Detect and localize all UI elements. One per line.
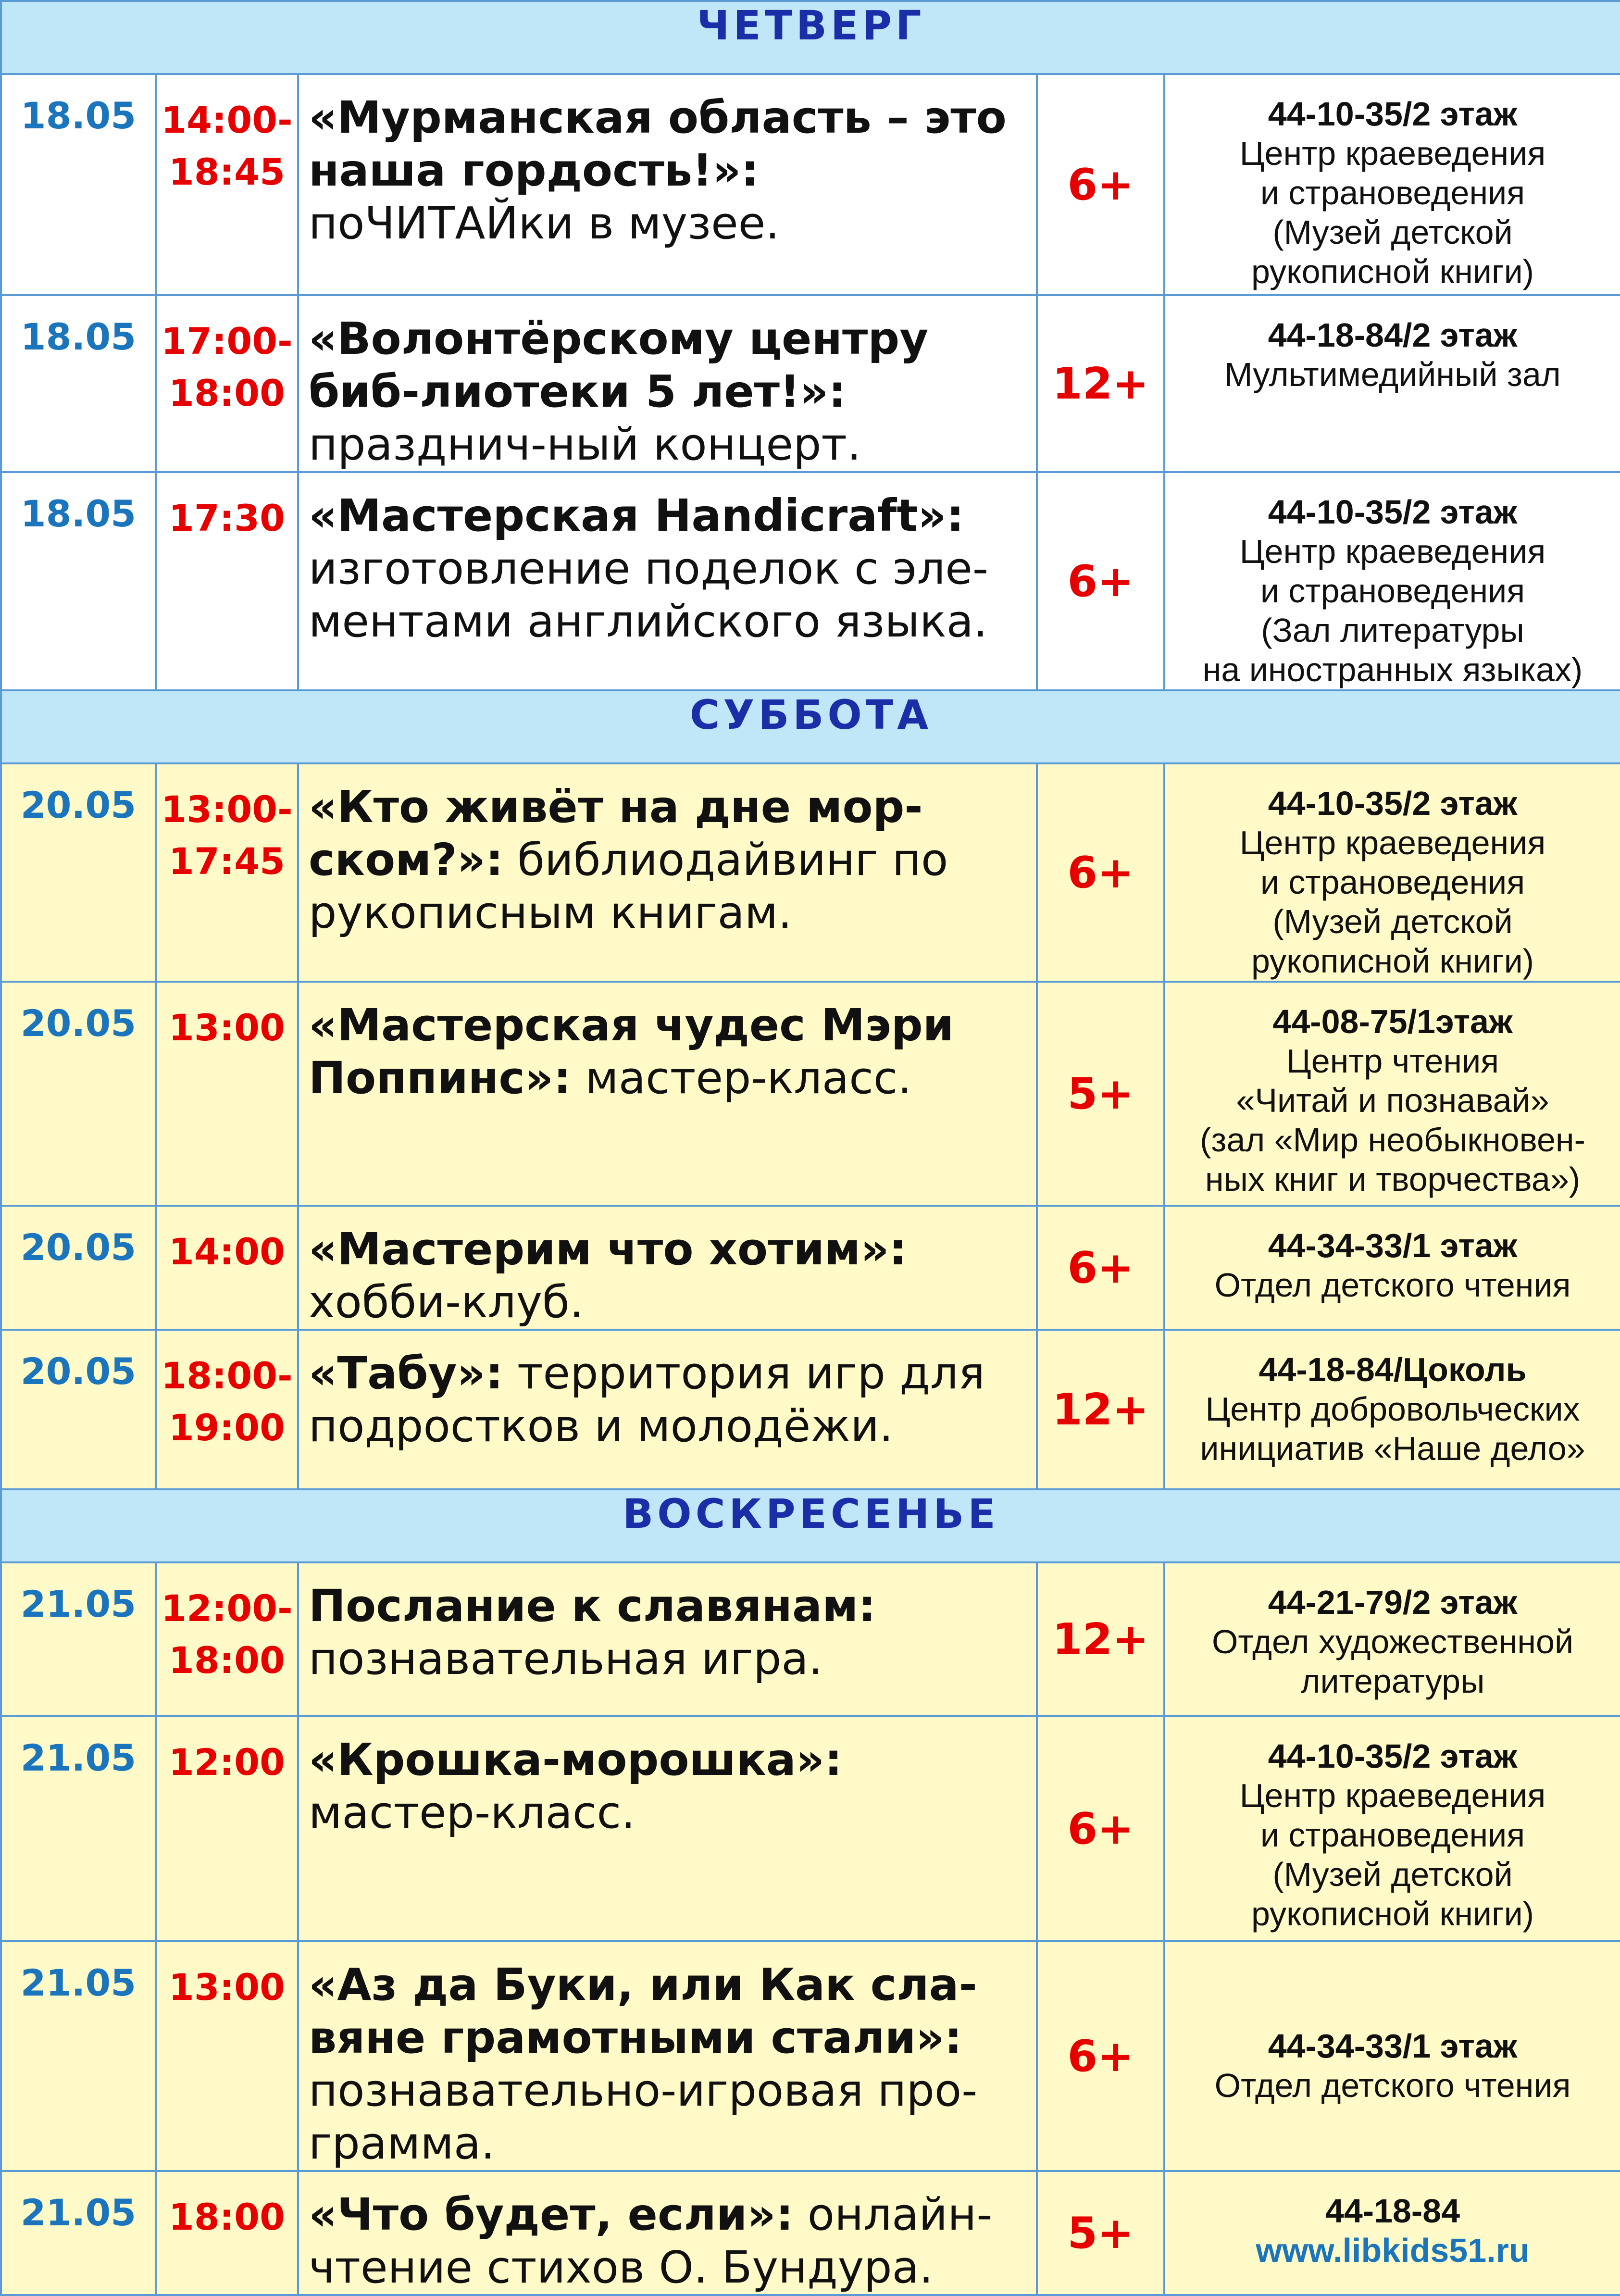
day-title: СУББОТА	[1, 690, 1620, 763]
event-location	[1164, 763, 1620, 982]
time-start: 14:00-	[161, 99, 293, 141]
event-date: 20.05	[1, 1330, 156, 1489]
location-phone: 44-18-84	[1325, 2192, 1460, 2230]
location-line: Центр краеведения	[1239, 1777, 1546, 1814]
location-phone: 44-34-33/1 этаж	[1268, 2027, 1518, 2065]
location-line: и страноведения	[1260, 174, 1525, 212]
event-desc: территория игр для подростков и молодёжи.	[309, 1348, 985, 1452]
location-phone: 44-18-84/Цоколь	[1259, 1351, 1527, 1388]
location-phone: 44-21-79/2 этаж	[1268, 1584, 1518, 1621]
day-header-sunday	[1, 1489, 1620, 1562]
event-description	[298, 1716, 1037, 1941]
event-description	[298, 1206, 1037, 1330]
event-time	[156, 74, 298, 295]
event-desc: мастер-класс.	[571, 1052, 912, 1104]
event-time	[156, 1562, 298, 1716]
location-line: Центр краеведения	[1239, 135, 1546, 172]
age-rating: 6+	[1037, 1716, 1164, 1941]
time-start: 18:00-	[161, 1354, 293, 1397]
event-row	[1, 1562, 1620, 1716]
event-date: 21.05	[1, 2171, 156, 2295]
event-desc: хобби-клуб.	[309, 1276, 584, 1328]
location-line: Центр чтения	[1286, 1042, 1499, 1080]
location-line: рукописной книги)	[1251, 253, 1534, 290]
event-location	[1164, 295, 1620, 472]
event-title: Послание к славянам:	[309, 1580, 876, 1632]
location-line: (Музей детской	[1272, 1856, 1513, 1893]
event-time	[156, 982, 298, 1206]
location-phone: 44-10-35/2 этаж	[1268, 785, 1518, 822]
location-line: Центр краеведения	[1239, 824, 1546, 861]
event-time	[156, 472, 298, 690]
event-date: 18.05	[1, 472, 156, 690]
time-end: 18:45	[169, 150, 285, 193]
location-line: рукописной книги)	[1251, 1895, 1534, 1933]
location-line: и страноведения	[1260, 572, 1525, 610]
event-location	[1164, 1941, 1620, 2171]
event-row	[1, 74, 1620, 295]
event-row	[1, 295, 1620, 472]
time-start: 12:00-	[161, 1587, 293, 1630]
event-desc: библиодайвинг по рукописным книгам.	[309, 834, 948, 938]
location-line: (зал «Мир необыкновен-	[1200, 1121, 1585, 1159]
location-phone: 44-10-35/2 этаж	[1268, 1737, 1518, 1775]
event-row	[1, 763, 1620, 982]
event-location	[1164, 2171, 1620, 2295]
time-start: 13:00-	[161, 788, 293, 831]
event-location	[1164, 982, 1620, 1206]
location-phone: 44-18-84/2 этаж	[1268, 316, 1518, 354]
event-row	[1, 1716, 1620, 1941]
event-title: «Крошка-морошка»:	[309, 1734, 843, 1785]
event-desc: онлайн-чтение стихов О. Бундура.	[309, 2189, 993, 2293]
location-line: Отдел художественной	[1211, 1623, 1574, 1660]
event-date: 18.05	[1, 74, 156, 295]
time-end: 18:00	[169, 372, 285, 414]
day-header-saturday	[1, 690, 1620, 763]
event-title: «Мастерим что хотим»:	[309, 1223, 907, 1275]
event-date: 21.05	[1, 1716, 156, 1941]
event-description	[298, 2171, 1037, 2295]
time-start: 13:00	[169, 1966, 285, 2009]
location-line: и страноведения	[1260, 863, 1525, 901]
location-line: Отдел детского чтения	[1214, 2067, 1571, 2104]
time-start: 14:00	[169, 1230, 285, 1273]
age-rating: 5+	[1037, 982, 1164, 1206]
location-line: литературы	[1300, 1662, 1485, 1700]
time-start: 12:00	[169, 1741, 285, 1784]
event-row	[1, 2171, 1620, 2295]
event-date: 20.05	[1, 982, 156, 1206]
event-time	[156, 1716, 298, 1941]
event-row	[1, 1941, 1620, 2171]
event-title: «Табу»:	[309, 1348, 503, 1399]
age-rating: 6+	[1037, 1941, 1164, 2171]
time-end: 19:00	[169, 1406, 285, 1449]
location-line: Центр краеведения	[1239, 533, 1546, 570]
day-title: ЧЕТВЕРГ	[1, 1, 1620, 74]
age-rating: 12+	[1037, 295, 1164, 472]
age-rating: 6+	[1037, 1206, 1164, 1330]
day-header-thursday	[1, 1, 1620, 74]
event-time	[156, 1941, 298, 2171]
day-title: ВОСКРЕСЕНЬЕ	[1, 1489, 1620, 1562]
event-date: 21.05	[1, 1562, 156, 1716]
age-rating: 12+	[1037, 1562, 1164, 1716]
location-line: рукописной книги)	[1251, 942, 1534, 980]
age-rating: 5+	[1037, 2171, 1164, 2295]
age-rating: 6+	[1037, 763, 1164, 982]
time-end: 18:00	[169, 1639, 285, 1682]
event-description	[298, 1562, 1037, 1716]
time-start: 17:00-	[161, 320, 293, 362]
location-line: «Читай и познавай»	[1236, 1082, 1549, 1119]
website-link[interactable]: www.libkids51.ru	[1256, 2232, 1530, 2269]
location-line: ных книг и творчества»)	[1205, 1160, 1581, 1198]
location-phone: 44-10-35/2 этаж	[1268, 493, 1518, 531]
event-time	[156, 763, 298, 982]
event-description	[298, 74, 1037, 295]
location-line: (Музей детской	[1272, 213, 1513, 251]
event-title: «Мастерская Handicraft»:	[309, 490, 964, 541]
location-line: Мультимедийный зал	[1224, 356, 1561, 393]
location-line: Отдел детского чтения	[1214, 1266, 1571, 1304]
event-date: 20.05	[1, 763, 156, 982]
event-desc: поЧИТАЙки в музее.	[309, 198, 780, 249]
location-line: Центр добровольческих	[1205, 1390, 1580, 1428]
time-start: 17:30	[169, 497, 285, 539]
event-title: «Мурманская область – это наша гордость!»:	[309, 92, 1007, 196]
event-time	[156, 1206, 298, 1330]
event-desc: мастер-класс.	[309, 1787, 636, 1838]
time-end: 17:45	[169, 840, 285, 883]
event-description	[298, 1941, 1037, 2171]
location-phone: 44-10-35/2 этаж	[1268, 95, 1518, 133]
age-rating: 6+	[1037, 74, 1164, 295]
event-desc: познавательно-игровая про-грамма.	[309, 2065, 978, 2169]
event-description	[298, 295, 1037, 472]
event-date: 21.05	[1, 1941, 156, 2171]
location-line: инициатив «Наше дело»	[1200, 1430, 1585, 1467]
event-time	[156, 2171, 298, 2295]
event-row	[1, 1206, 1620, 1330]
event-title: «Аз да Буки, или Как сла-вяне грамотными стали»:	[309, 1959, 977, 2063]
event-time	[156, 295, 298, 472]
time-start: 13:00	[169, 1006, 285, 1049]
event-location	[1164, 74, 1620, 295]
event-desc: празднич-ный концерт.	[309, 419, 861, 470]
event-row	[1, 1330, 1620, 1489]
event-description	[298, 472, 1037, 690]
event-date: 20.05	[1, 1206, 156, 1330]
time-start: 18:00	[169, 2196, 285, 2238]
event-location	[1164, 1716, 1620, 1941]
event-title: «Что будет, если»:	[309, 2189, 794, 2240]
event-description	[298, 982, 1037, 1206]
location-line: (Музей детской	[1272, 903, 1513, 940]
age-rating: 6+	[1037, 472, 1164, 690]
event-desc: изготовление поделок с эле-ментами английского языка.	[309, 543, 989, 647]
event-row	[1, 472, 1620, 690]
event-time	[156, 1330, 298, 1489]
event-description	[298, 1330, 1037, 1489]
location-phone: 44-34-33/1 этаж	[1268, 1227, 1518, 1264]
event-row	[1, 982, 1620, 1206]
event-location	[1164, 1206, 1620, 1330]
event-title: «Кто живёт на дне мор-ском?»:	[309, 781, 923, 886]
event-title: «Мастерская чудес Мэри Поппинс»:	[309, 999, 954, 1104]
location-line: (Зал литературы	[1261, 611, 1524, 649]
event-date: 18.05	[1, 295, 156, 472]
event-location	[1164, 1330, 1620, 1489]
age-rating: 12+	[1037, 1330, 1164, 1489]
event-description	[298, 763, 1037, 982]
event-location	[1164, 1562, 1620, 1716]
event-title: «Волонтёрскому центру биб-лиотеки 5 лет!»:	[309, 313, 929, 417]
location-line: на иностранных языках)	[1202, 651, 1583, 688]
location-line: и страноведения	[1260, 1816, 1525, 1854]
event-location	[1164, 472, 1620, 690]
location-phone: 44-08-75/1этаж	[1272, 1003, 1513, 1040]
event-desc: познавательная игра.	[309, 1633, 822, 1685]
